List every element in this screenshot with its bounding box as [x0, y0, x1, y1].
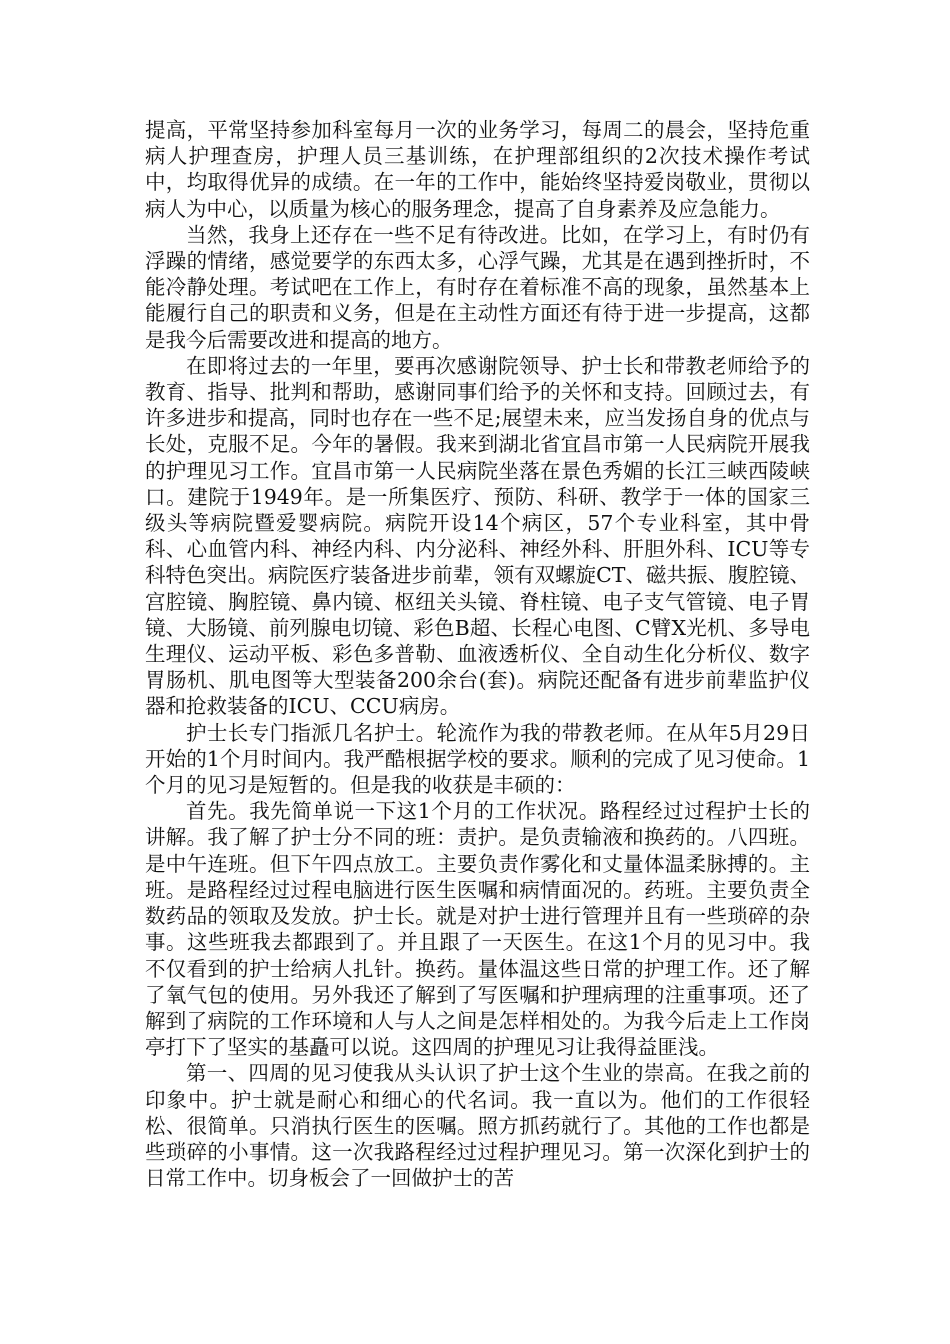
paragraph-point-one: 第一、四周的见习使我从头认识了护士这个生业的崇高。在我之前的印象中。护士就是耐心和细心的代名词。我一直以为。他们的工作很轻松、很简单。只消执行医生的医嘱。照方抓药就行了。其他的工作也都是些琐碎的小事情。这一次我路程经过过程护理见习。第一次深化到护士的日常工作中。切身板会了一回做护士的苦	[145, 1061, 810, 1191]
paragraph-head-nurse: 护士长专门指派几名护士。轮流作为我的带教老师。在从年5月29日开始的1个月时间内。我严酷根据学校的要求。顺利的完成了见习使命。1个月的见习是短暂的。但是我的收获是丰硕的：	[145, 720, 810, 798]
paragraph-first: 首先。我先简单说一下这1个月的工作状况。路程经过过程护士长的讲解。我了解了护士分不同的班：责护。是负责输液和换药的。八四班。是中午连班。但下午四点放工。主要负责作雾化和丈量体温柔脉搏的。主班。是路程经过过程电脑进行医生医嘱和病情面况的。药班。主要负责全数药品的领取及发放。护士长。就是对护士进行管理并且有一些琐碎的杂事。这些班我去都跟到了。并且跟了一天医生。在这1个月的见习中。我不仅看到的护士给病人扎针。换药。量体温这些日常的护理工作。还了解了氧气包的使用。另外我还了解到了写医嘱和护理病理的注重事项。还了解到了病院的工作环境和人与人之间是怎样相处的。为我今后走上工作岗亭打下了坚实的基矗可以说。这四周的护理见习让我得益匪浅。	[145, 799, 810, 1060]
paragraph-continuation: 提高，平常坚持参加科室每月一次的业务学习，每周二的晨会，坚持危重病人护理查房，护理人员三基训练，在护理部组织的2次技术操作考试中，均取得优异的成绩。在一年的工作中，能始终坚持爱岗敬业，贯彻以病人为中心，以质量为核心的服务理念，提高了自身素养及应急能力。	[145, 118, 810, 221]
document-body	[145, 117, 810, 1191]
paragraph-hospital-intro: 在即将过去的一年里，要再次感谢院领导、护士长和带教老师给予的教育、指导、批判和帮助，感谢同事们给予的关怀和支持。回顾过去，有许多进步和提高，同时也存在一些不足;展望未来，应当发扬自身的优点与长处，克服不足。今年的暑假。我来到湖北省宜昌市第一人民病院开展我的护理见习工作。宜昌市第一人民病院坐落在景色秀媚的长江三峡西陵峡口。建院于1949年。是一所集医疗、预防、科研、教学于一体的国家三级头等病院暨爱婴病院。病院开设14个病区，57个专业科室，其中骨科、心血管内科、神经内科、内分泌科、神经外科、肝胆外科、ICU等专科特色突出。病院医疗装备进步前辈，领有双螺旋CT、磁共振、腹腔镜、宫腔镜、胸腔镜、鼻内镜、枢纽关头镜、脊柱镜、电子支气管镜、电子胃镜、大肠镜、前列腺电切镜、彩色B超、长程心电图、C臂X光机、多导电生理仪、运动平板、彩色多普勒、血液透析仪、全自动生化分析仪、数字胃肠机、肌电图等大型装备200余台(套)。病院还配备有进步前辈监护仪器和抢救装备的ICU、CCU病房。	[145, 353, 810, 719]
paragraph-shortcomings: 当然，我身上还存在一些不足有待改进。比如，在学习上，有时仍有浮躁的情绪，感觉要学的东西太多，心浮气躁，尤其是在遇到挫折时，不能冷静处理。考试吧在工作上，有时存在着标准不高的现象，虽然基本上能履行自己的职责和义务，但是在主动性方面还有待于进一步提高，这都是我今后需要改进和提高的地方。	[145, 222, 810, 352]
